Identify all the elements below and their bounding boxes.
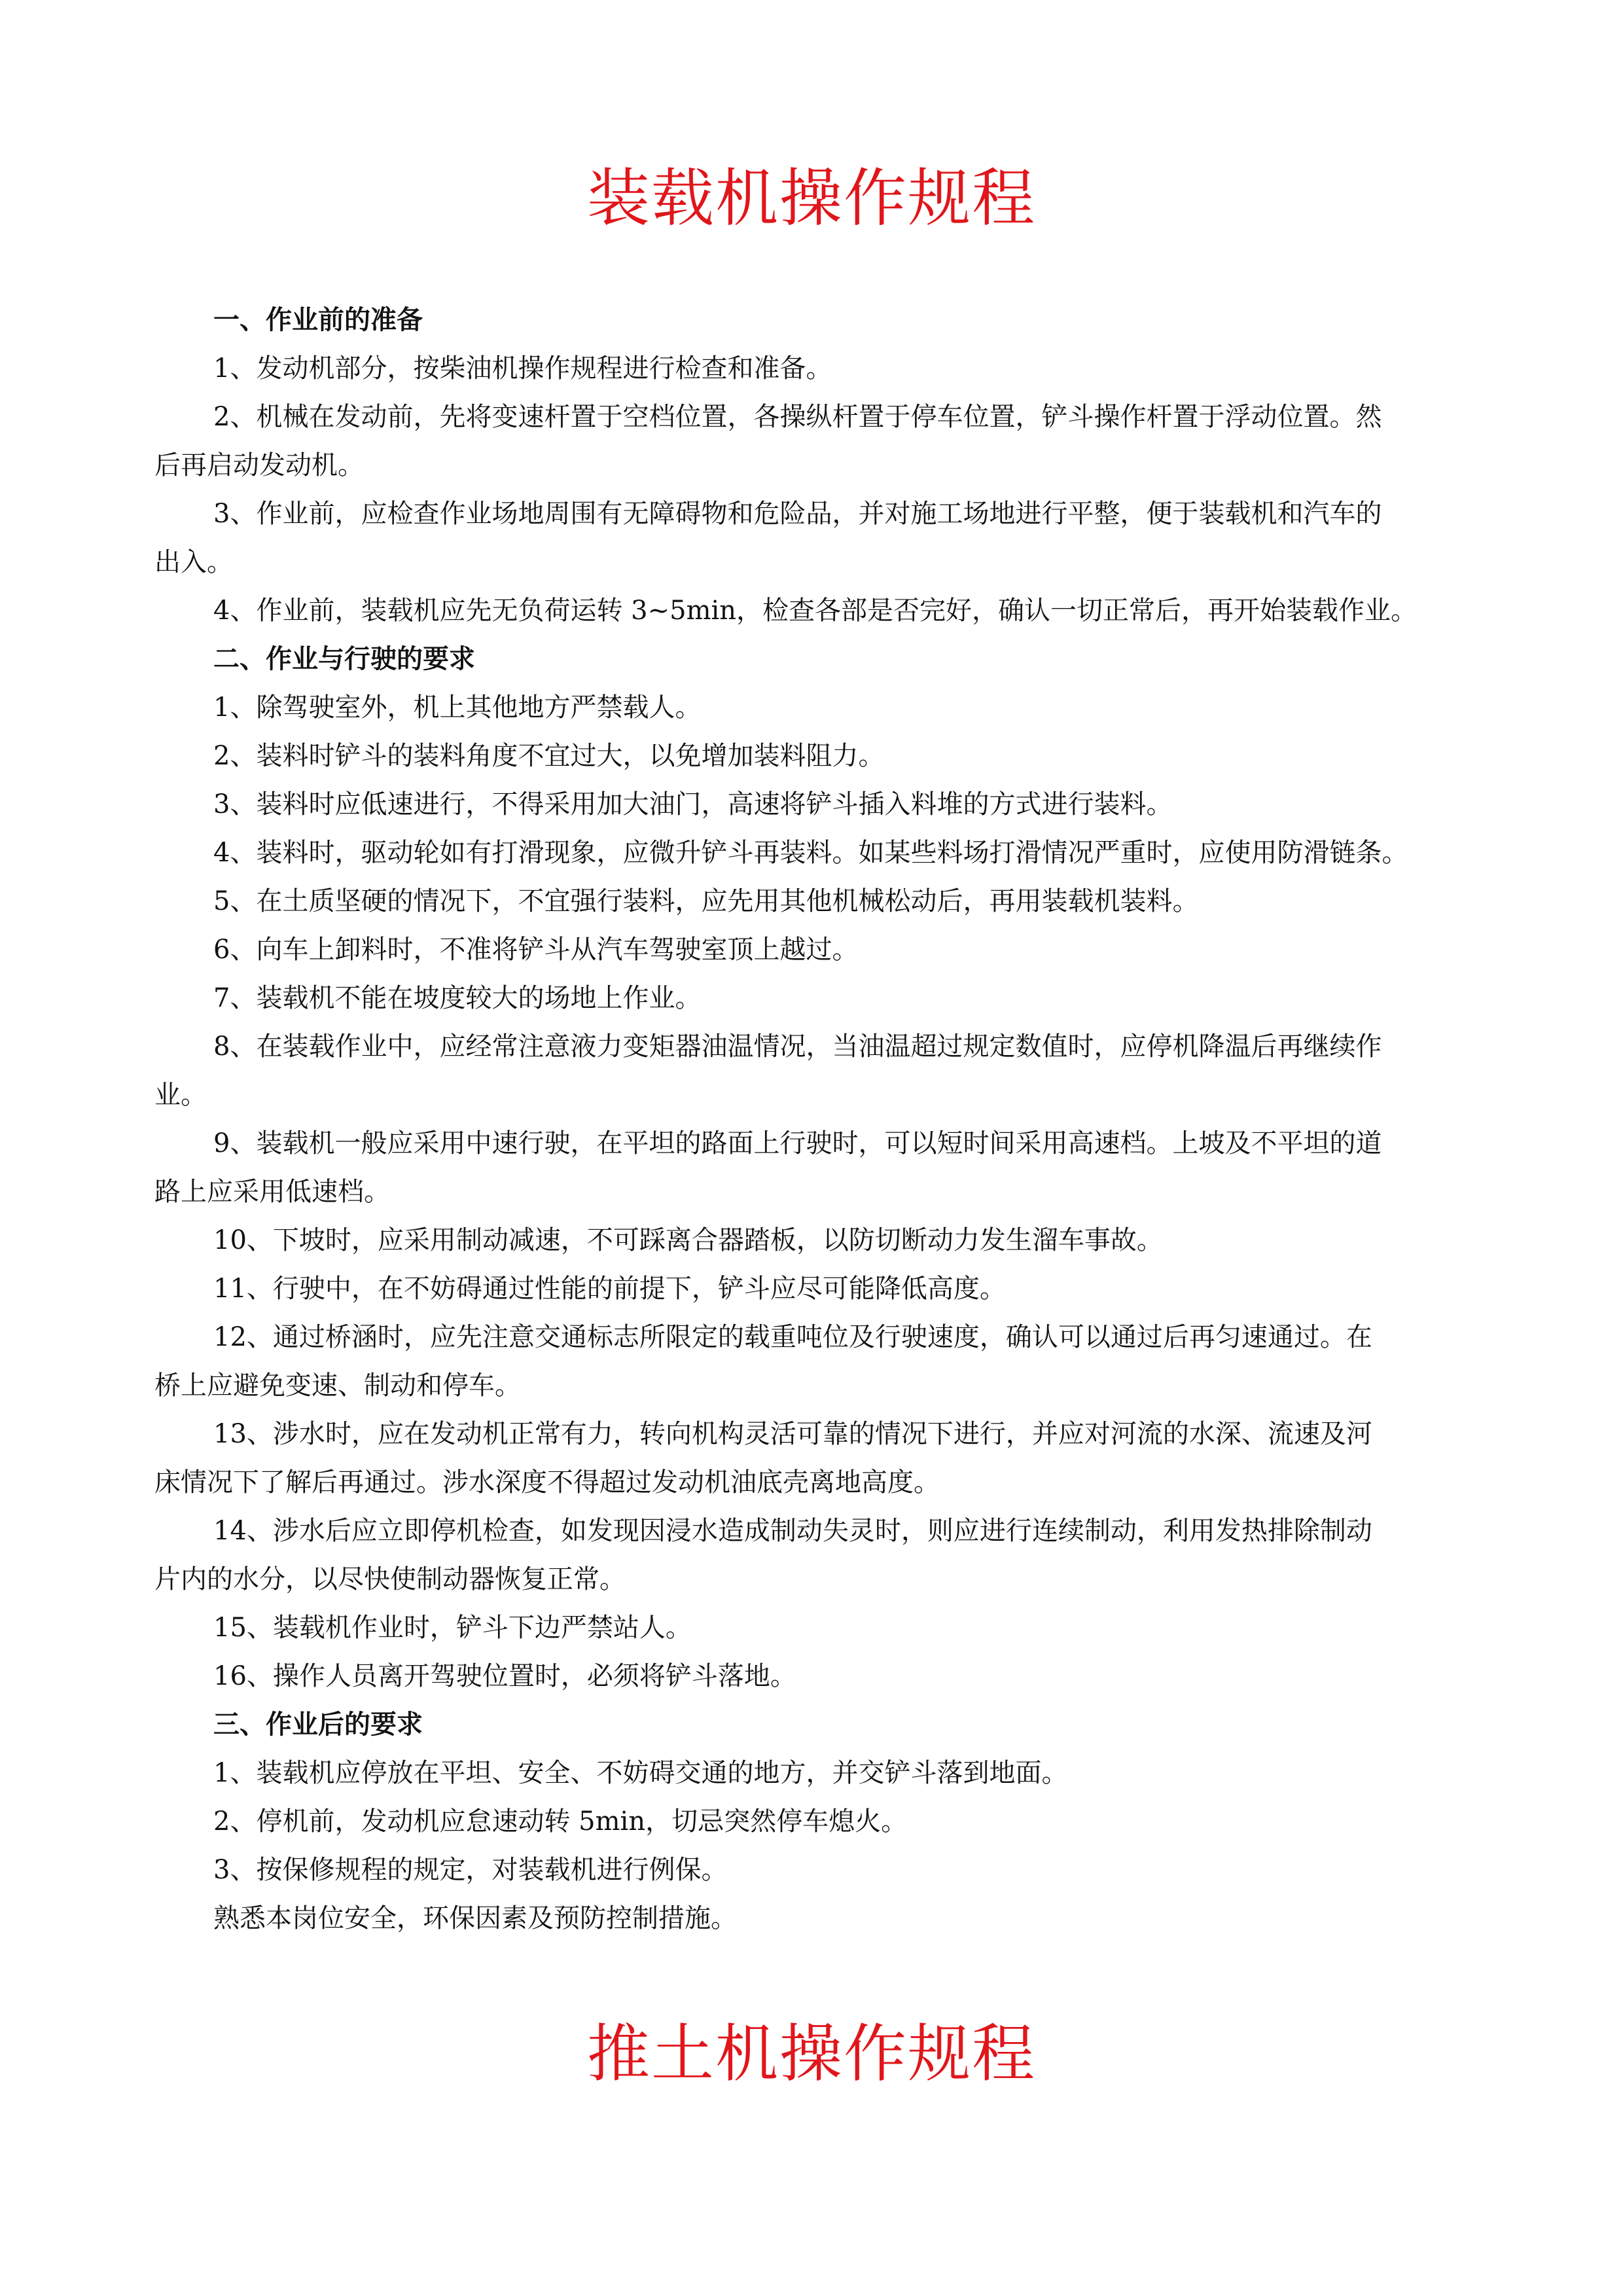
paragraph-line: 4、作业前，装载机应先无负荷运转 3~5min，检查各部是否完好，确认一切正常后，再开始装载作业。 (213, 596, 1418, 626)
document-body (154, 296, 1489, 1943)
document-title-next: 推土机操作规程 (587, 2017, 1036, 2090)
paragraph-line: 5、在土质坚硬的情况下，不宜强行装料，应先用其他机械松动后，再用装载机装料。 (213, 886, 1199, 916)
paragraph-line: 15、装载机作业时，铲斗下边严禁站人。 (213, 1613, 692, 1643)
document-title: 装载机操作规程 (587, 162, 1036, 235)
paragraph-line: 出入。 (154, 547, 233, 577)
section-heading: 二、作业与行驶的要求 (213, 643, 475, 674)
paragraph-line: 7、装载机不能在坡度较大的场地上作业。 (213, 983, 702, 1013)
paragraph-line: 后再启动发动机。 (154, 450, 364, 480)
paragraph-line: 8、在装载作业中，应经常注意液力变矩器油温情况，当油温超过规定数值时，应停机降温后再继续作 (213, 1031, 1382, 1062)
paragraph-line: 3、装料时应低速进行，不得采用加大油门，高速将铲斗插入料堆的方式进行装料。 (213, 789, 1173, 819)
paragraph-line: 路上应采用低速档。 (154, 1177, 390, 1207)
paragraph-line: 2、机械在发动前，先将变速杆置于空档位置，各操纵杆置于停车位置，铲斗操作杆置于浮动位置。然 (213, 402, 1382, 432)
paragraph-line: 床情况下了解后再通过。涉水深度不得超过发动机油底壳离地高度。 (154, 1467, 940, 1498)
paragraph-line: 13、涉水时，应在发动机正常有力，转向机构灵活可靠的情况下进行，并应对河流的水深、流速及河 (213, 1419, 1372, 1449)
paragraph-line: 14、涉水后应立即停机检查，如发现因浸水造成制动失灵时，则应进行连续制动，利用发热排除制动 (213, 1516, 1372, 1546)
paragraph-line: 2、装料时铲斗的装料角度不宜过大，以免增加装料阻力。 (213, 741, 885, 771)
paragraph-line: 2、停机前，发动机应怠速动转 5min，切忌突然停车熄火。 (213, 1806, 908, 1837)
paragraph-line: 1、发动机部分，按柴油机操作规程进行检查和准备。 (213, 353, 832, 384)
paragraph-line: 10、下坡时，应采用制动减速，不可踩离合器踏板，以防切断动力发生溜车事故。 (213, 1225, 1163, 1255)
section-heading: 一、作业前的准备 (213, 304, 423, 335)
paragraph-line: 1、除驾驶室外，机上其他地方严禁载人。 (213, 692, 702, 723)
paragraph-line: 4、装料时，驱动轮如有打滑现象，应微升铲斗再装料。如某些料场打滑情况严重时，应使用防滑链条。 (213, 838, 1408, 868)
paragraph-line: 6、向车上卸料时，不准将铲斗从汽车驾驶室顶上越过。 (213, 935, 859, 965)
paragraph-line: 9、装载机一般应采用中速行驶，在平坦的路面上行驶时，可以短时间采用高速档。上坡及不平坦的道 (213, 1128, 1382, 1158)
section-heading: 三、作业后的要求 (213, 1709, 423, 1740)
paragraph-line: 3、作业前，应检查作业场地周围有无障碍物和危险品，并对施工场地进行平整，便于装载机和汽车的 (213, 499, 1382, 529)
paragraph-line: 1、装载机应停放在平坦、安全、不妨碍交通的地方，并交铲斗落到地面。 (213, 1758, 1068, 1788)
paragraph-line: 11、行驶中，在不妨碍通过性能的前提下，铲斗应尽可能降低高度。 (213, 1274, 1006, 1304)
paragraph-line: 桥上应避免变速、制动和停车。 (154, 1371, 521, 1401)
paragraph-line: 业。 (154, 1080, 207, 1110)
paragraph-line: 熟悉本岗位安全，环保因素及预防控制措施。 (213, 1903, 737, 1933)
paragraph-line: 12、通过桥涵时，应先注意交通标志所限定的载重吨位及行驶速度，确认可以通过后再匀速通过。在 (213, 1322, 1372, 1352)
paragraph-line: 片内的水分，以尽快使制动器恢复正常。 (154, 1564, 626, 1594)
paragraph-line: 3、按保修规程的规定，对装载机进行例保。 (213, 1855, 728, 1885)
paragraph-line: 16、操作人员离开驾驶位置时，必须将铲斗落地。 (213, 1661, 796, 1691)
